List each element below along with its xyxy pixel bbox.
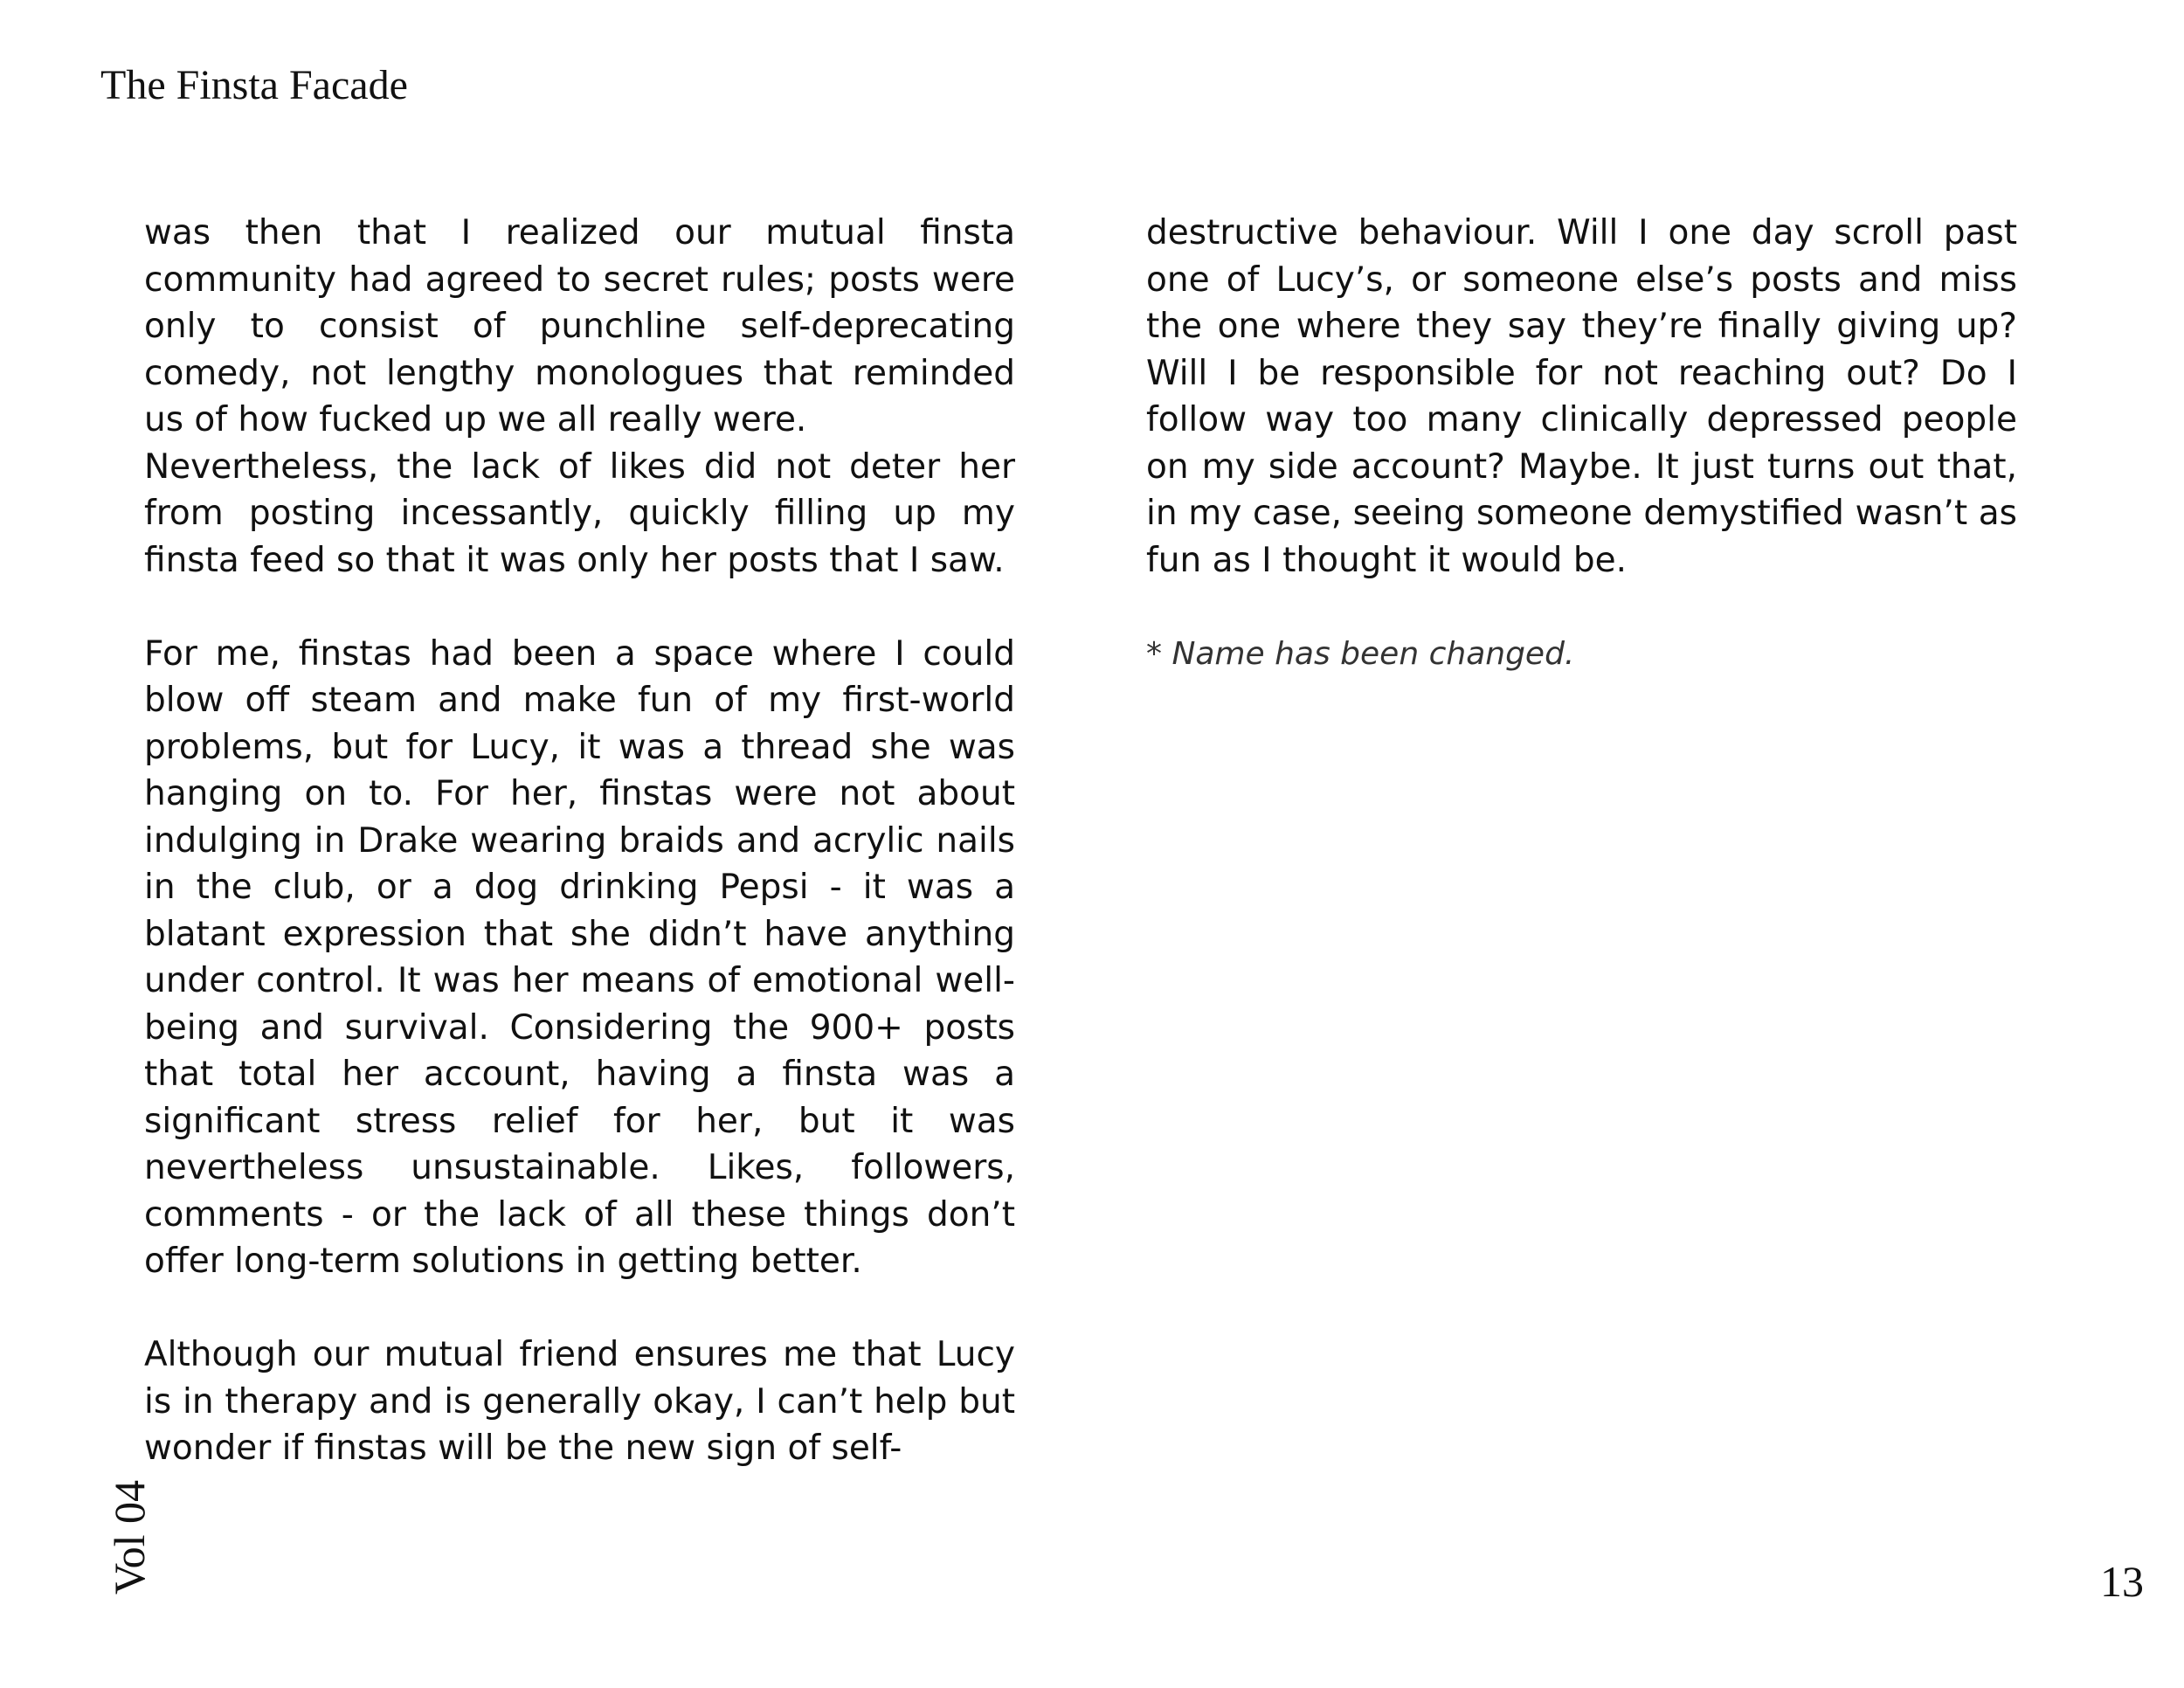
- body-paragraph: Nevertheless, the lack of likes did not deter her from posting incessantly, quickly filling up my finsta feed so that it was only her posts that I saw.: [144, 446, 1015, 580]
- running-title: The Finsta Facade: [100, 62, 408, 108]
- body-paragraph: destructive behaviour. Will I one day scroll past one of Lucy’s, or someone else’s posts and miss the one where they say they’re finally giving up? Will I be responsible for not reaching out? Do I follow way too many clinically depressed people on my side account? Maybe. It just turns out that, in my case, seeing someone demystified wasn’t as fun as I thought it would be.: [1146, 213, 2017, 580]
- body-paragraph: was then that I realized our mutual finsta community had agreed to secret rules; posts were only to consist of punchline self-deprecating comedy, not lengthy monologues that reminded us of how fucked up we all really were.: [144, 213, 1015, 439]
- right-column: [1146, 210, 2017, 677]
- footnote: * Name has been changed.: [1146, 635, 1575, 672]
- page-number: 13: [2100, 1557, 2144, 1606]
- volume-label: Vol 04: [105, 1479, 154, 1595]
- left-column: [144, 210, 1015, 1472]
- body-paragraph: Although our mutual friend ensures me that Lucy is in therapy and is generally okay, I can’t help but wonder if finstas will be the new sign of self-: [144, 1335, 1015, 1468]
- body-paragraph: For me, finstas had been a space where I could blow off steam and make fun of my first-world problems, but for Lucy, it was a thread she was hanging on to. For her, finstas were not about indulging in Drake wearing braids and acrylic nails in the club, or a dog drinking Pepsi - it was a blatant expression that she didn’t have anything under control. It was her means of emotional well-being and survival. Considering the 900+ posts that total her account, having a finsta was a significant stress relief for her, but it was nevertheless unsustainable. Likes, followers, comments - or the lack of all these things don’t offer long-term solutions in getting better.: [144, 633, 1015, 1281]
